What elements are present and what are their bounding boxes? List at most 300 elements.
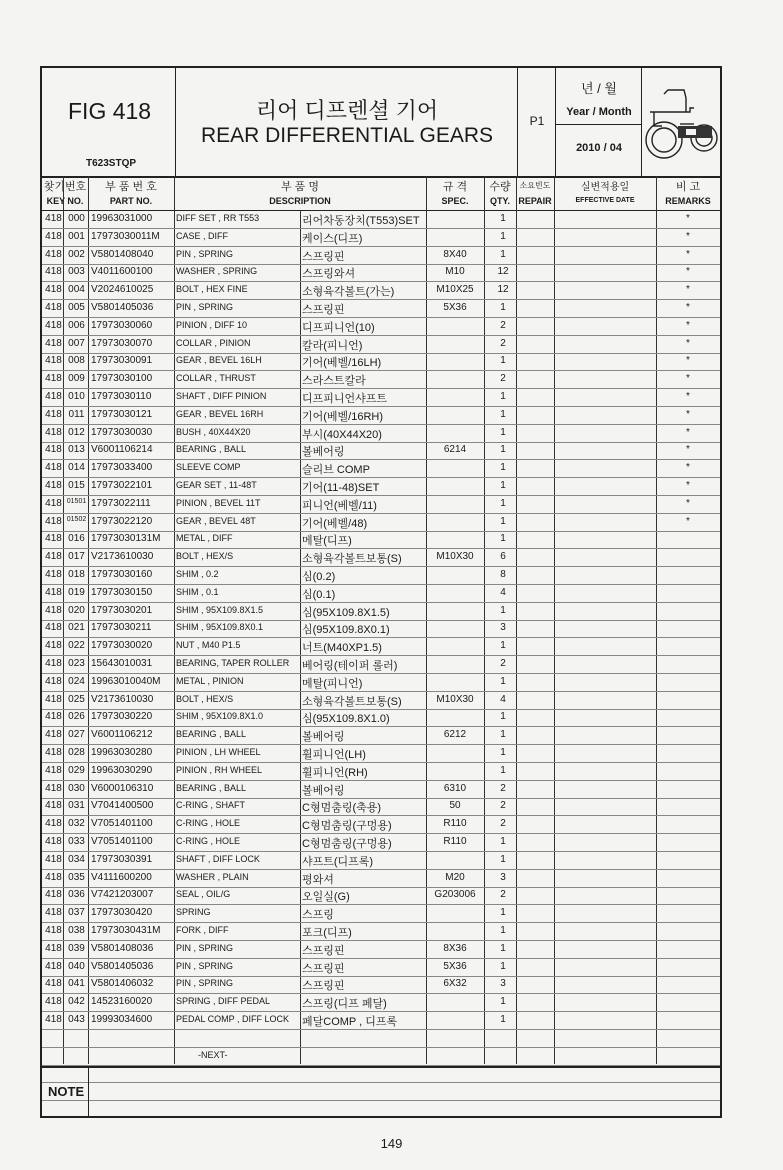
part-number: V7421203007 <box>91 889 154 901</box>
table-row <box>42 441 720 460</box>
quantity: 2 <box>500 373 506 385</box>
key-number: 042 <box>68 996 85 1008</box>
table-row <box>42 263 720 282</box>
description-korean: 페달COMP , 디프록 <box>302 1016 398 1028</box>
table-row <box>42 548 720 567</box>
table-row <box>42 602 720 621</box>
quantity: 12 <box>497 284 509 296</box>
table-row <box>42 424 720 443</box>
key-number: 009 <box>68 373 85 385</box>
key-number: 020 <box>68 604 85 616</box>
description: SPRING <box>176 907 211 918</box>
description: METAL , PINION <box>176 675 244 686</box>
table-row <box>42 477 720 496</box>
key-number: 001 <box>68 230 85 242</box>
key-number: 014 <box>68 462 85 474</box>
key-number: 000 <box>68 213 85 224</box>
key-group: 418 <box>45 230 62 242</box>
description: SPRING , DIFF PEDAL <box>176 996 271 1007</box>
key-number: 018 <box>68 569 85 580</box>
description-korean: 포크(디프) <box>302 927 352 939</box>
description: SHIM , 0.1 <box>176 586 219 597</box>
remarks-header: REMARKS <box>665 196 711 206</box>
part-number: 17973030160 <box>91 569 153 580</box>
key-number: 032 <box>68 818 85 830</box>
note-box <box>42 1066 720 1118</box>
repair-header-ko: 소요빈도 <box>519 181 551 190</box>
description-korean: 오일실(G) <box>302 891 350 904</box>
year-month-korean: 년 / 월 <box>581 81 617 96</box>
description-korean: 스프링핀 <box>302 980 345 993</box>
part-number: V2173610030 <box>91 551 154 563</box>
quantity: 1 <box>500 408 506 420</box>
key-number: 034 <box>68 853 85 865</box>
table-row <box>42 958 720 977</box>
quantity: 1 <box>500 729 506 741</box>
part-number: V5801405036 <box>91 302 154 313</box>
key-number: 039 <box>68 942 85 954</box>
description-korean: 리어차동장치(T553)SET <box>302 215 420 227</box>
remark: * <box>686 213 690 224</box>
key-number: 015 <box>68 480 85 491</box>
key-number: 027 <box>68 729 85 741</box>
quantity: 2 <box>500 337 506 349</box>
table-row <box>42 655 720 674</box>
description-korean: 심(0.1) <box>302 588 336 601</box>
part-number: 17973030201 <box>91 604 153 616</box>
remark: * <box>686 444 690 456</box>
part-number: 19963030290 <box>91 764 153 776</box>
key-group: 418 <box>45 853 62 865</box>
description: CASE , DIFF <box>176 230 229 241</box>
part-number: 19963031000 <box>91 213 153 224</box>
part-number: V7051401100 <box>91 818 153 830</box>
part-number: 17973022120 <box>91 515 153 527</box>
description-korean: 스프링와셔 <box>302 268 356 281</box>
spec: M10 <box>445 266 465 278</box>
part-number: V5801406032 <box>91 978 154 990</box>
key-number: 007 <box>68 337 85 349</box>
description: BOLT , HEX FINE <box>176 284 248 295</box>
table-row <box>42 851 720 870</box>
remark: * <box>686 480 690 491</box>
quantity: 1 <box>500 675 506 687</box>
key-number: 036 <box>68 889 85 901</box>
empty-row <box>42 1029 720 1048</box>
part-number: V7041400500 <box>91 800 154 812</box>
description-korean: 기어(베벨/48) <box>302 517 368 530</box>
description: COLLAR , PINION <box>176 337 251 348</box>
quantity: 3 <box>500 978 506 990</box>
remark: * <box>686 230 690 242</box>
empty-row <box>42 1047 720 1066</box>
key-group: 418 <box>45 622 62 634</box>
quantity: 1 <box>500 1014 506 1025</box>
key-group: 418 <box>45 302 62 313</box>
quantity: 2 <box>500 658 506 669</box>
key-group: 418 <box>45 675 62 687</box>
spec: M10X25 <box>436 284 474 296</box>
table-row <box>42 246 720 265</box>
sheet-header <box>42 68 720 178</box>
page-reference: P1 <box>529 114 545 128</box>
description-korean: 스프링핀 <box>302 304 345 316</box>
part-number: 17973033400 <box>91 462 153 474</box>
key-header: KEY NO. <box>46 196 84 206</box>
part-number: 14523160020 <box>91 996 153 1008</box>
quantity: 1 <box>500 960 506 972</box>
key-number: 030 <box>68 782 85 794</box>
description: BEARING , BALL <box>176 444 247 455</box>
description-korean: C형멈춤링(구멍용) <box>302 838 392 850</box>
spec: G203006 <box>434 889 476 901</box>
part-number: 17973030060 <box>91 319 153 331</box>
part-number: 15643010031 <box>91 658 153 669</box>
key-number: 022 <box>68 640 85 652</box>
quantity: 1 <box>500 836 506 847</box>
spec: 6X32 <box>443 978 467 990</box>
description: COLLAR , THRUST <box>176 373 256 384</box>
key-number: 031 <box>68 800 85 812</box>
part-number: 17973030150 <box>91 586 153 598</box>
key-group: 418 <box>45 480 62 491</box>
description: METAL , DIFF <box>176 533 233 544</box>
quantity: 1 <box>500 853 506 865</box>
remark: * <box>686 373 690 385</box>
key-group: 418 <box>45 319 62 331</box>
spec: 8X36 <box>443 942 467 954</box>
key-number: 021 <box>68 622 85 634</box>
description-korean: 심(0.2) <box>302 571 336 583</box>
quantity: 1 <box>500 942 506 954</box>
description: SHAFT , DIFF PINION <box>176 391 267 401</box>
remarks-header-ko: 비 고 <box>675 181 701 193</box>
spec-header: SPEC. <box>441 196 469 206</box>
description-korean: 스프링 <box>302 909 334 922</box>
key-group: 418 <box>45 658 62 669</box>
table-row <box>42 833 720 852</box>
part-number: V6000106310 <box>91 782 154 794</box>
key-number: 023 <box>68 658 85 669</box>
description-korean: 기어(베벨/16LH) <box>302 357 382 370</box>
description-korean: 소형육각볼트보통(S) <box>302 553 402 566</box>
remark: * <box>686 391 690 402</box>
quantity: 1 <box>500 462 506 474</box>
key-group: 418 <box>45 391 62 402</box>
quantity: 2 <box>500 319 506 331</box>
description-korean: 볼베어링 <box>302 731 345 744</box>
quantity: 1 <box>500 426 506 438</box>
table-row <box>42 726 720 745</box>
part-number: V4011600100 <box>91 266 153 278</box>
key-number: 003 <box>68 266 85 278</box>
key-group: 418 <box>45 533 62 545</box>
model-code: T623STQP <box>86 158 137 169</box>
key-number: 037 <box>68 907 85 919</box>
part-number: 17973030391 <box>91 853 153 865</box>
description: BEARING , BALL <box>176 729 247 740</box>
spec: 5X36 <box>443 302 467 313</box>
table-row <box>42 459 720 478</box>
part-number: 19963030280 <box>91 747 153 758</box>
key-group: 418 <box>45 355 62 367</box>
key-group: 418 <box>45 800 62 812</box>
part-number: 17973030070 <box>91 337 153 349</box>
remark: * <box>686 266 690 278</box>
description: FORK , DIFF <box>176 925 229 935</box>
key-number: 01501 <box>66 497 87 505</box>
spec: 50 <box>449 800 461 812</box>
quantity: 1 <box>500 248 506 260</box>
table-row <box>42 352 720 371</box>
figure-number: FIG 418 <box>68 98 152 124</box>
description: PINION , RH WHEEL <box>176 764 263 775</box>
table-row <box>42 673 720 692</box>
part-number: 19993034600 <box>91 1014 153 1025</box>
quantity: 1 <box>500 604 506 616</box>
spec: M10X30 <box>436 693 474 705</box>
spec: 8X40 <box>443 248 467 260</box>
key-group: 418 <box>45 693 62 705</box>
description-korean: 스프링핀 <box>302 962 345 975</box>
description: C-RING , HOLE <box>176 836 241 846</box>
description: PIN , SPRING <box>176 302 234 312</box>
table-row <box>42 228 720 247</box>
description-korean: 메탈(디프) <box>302 535 352 548</box>
spec: R110 <box>443 818 467 830</box>
part-number: V2173610030 <box>91 693 154 705</box>
table-row <box>42 797 720 816</box>
quantity: 6 <box>500 551 506 563</box>
spec: 6214 <box>443 444 467 456</box>
key-group: 418 <box>45 871 62 883</box>
quantity: 8 <box>500 569 506 580</box>
description-korean: 케이스(디프) <box>302 232 363 245</box>
table-row <box>42 780 720 799</box>
key-group: 418 <box>45 711 62 723</box>
quantity: 1 <box>500 515 506 527</box>
part-number: 17973030131M <box>91 533 161 545</box>
table-row <box>42 975 720 994</box>
key-number: 038 <box>68 925 85 936</box>
quantity: 1 <box>500 907 506 919</box>
key-group: 418 <box>45 266 62 278</box>
column-headers <box>42 176 720 211</box>
part-number: 17973030011M <box>91 230 160 242</box>
part-number: 17973030100 <box>91 373 153 385</box>
description: GEAR , BEVEL 16LH <box>176 355 262 366</box>
repair-header: REPAIR <box>518 196 552 206</box>
spec: M20 <box>445 871 465 883</box>
qty-header-ko: 수량 <box>489 181 511 193</box>
part-number: V5801408040 <box>91 248 154 260</box>
description-korean: 스프링핀 <box>302 944 345 957</box>
description-korean: 심(95X109.8X1.0) <box>302 713 390 726</box>
part-header: PART NO. <box>109 196 153 206</box>
description: GEAR , BEVEL 16RH <box>176 408 264 419</box>
key-group: 418 <box>45 942 62 954</box>
key-group: 418 <box>45 604 62 616</box>
desc-header-ko: 부 품 명 <box>281 181 319 193</box>
quantity: 3 <box>500 622 506 634</box>
table-row <box>42 922 720 941</box>
table-row <box>42 815 720 834</box>
key-group: 418 <box>45 373 62 385</box>
quantity: 1 <box>500 764 506 776</box>
key-number: 016 <box>68 533 85 545</box>
table-row <box>42 335 720 354</box>
remark: * <box>686 302 690 313</box>
key-group: 418 <box>45 782 62 794</box>
spec: R110 <box>443 836 467 847</box>
quantity: 1 <box>500 355 506 367</box>
table-row <box>42 317 720 336</box>
table-row <box>42 940 720 959</box>
description: PIN , SPRING <box>176 942 234 953</box>
remark: * <box>686 497 690 509</box>
description-korean: 볼베어링 <box>302 784 345 797</box>
table-row <box>42 495 720 514</box>
description-korean: 심(95X109.8X0.1) <box>302 624 390 637</box>
key-number: 011 <box>68 408 85 420</box>
key-group: 418 <box>45 1014 62 1025</box>
description-korean: C형멈춤링(구멍용) <box>302 820 392 833</box>
key-group: 418 <box>45 408 62 420</box>
part-number: 17973030091 <box>91 355 153 367</box>
description-korean: 너트(M40XP1.5) <box>302 642 382 655</box>
description-korean: 피니언(베벨/11) <box>302 499 377 512</box>
part-number: 17973030211 <box>91 622 152 634</box>
description-korean: 소형육각볼트보통(S) <box>302 695 402 708</box>
description-korean: 기어(베벨/16RH) <box>302 410 384 423</box>
table-row <box>42 744 720 763</box>
revision-date: 2010 / 04 <box>576 142 622 154</box>
part-number: V2024610025 <box>91 284 154 296</box>
year-month-label: Year / Month <box>566 106 632 118</box>
key-group: 418 <box>45 889 62 901</box>
quantity: 1 <box>500 230 506 242</box>
key-number: 033 <box>68 836 85 847</box>
part-header-ko: 부 품 번 호 <box>105 181 157 193</box>
key-group: 418 <box>45 444 62 456</box>
description: SHAFT , DIFF LOCK <box>176 853 260 864</box>
table-row <box>42 566 720 585</box>
key-number: 029 <box>68 764 85 776</box>
description-korean: 스라스트칼라 <box>302 375 366 388</box>
part-number: 19963010040M <box>91 675 161 687</box>
quantity: 2 <box>500 782 506 794</box>
description: SLEEVE COMP <box>176 462 241 473</box>
quantity: 12 <box>497 266 509 278</box>
description-korean: 스프링핀 <box>302 250 345 263</box>
key-number: 024 <box>68 675 85 687</box>
part-number: 17973030110 <box>91 391 152 402</box>
table-row <box>42 406 720 425</box>
quantity: 1 <box>500 640 506 652</box>
key-number: 017 <box>68 551 85 563</box>
quantity: 1 <box>500 497 506 509</box>
key-number: 043 <box>68 1014 85 1025</box>
qty-header: QTY. <box>489 196 510 206</box>
table-row <box>42 708 720 727</box>
description-korean: 슬리브 COMP <box>302 464 370 477</box>
spec: 6212 <box>443 729 467 741</box>
table-row <box>42 388 720 407</box>
remark: * <box>686 355 690 367</box>
quantity: 1 <box>500 391 506 402</box>
part-number: 17973030020 <box>91 640 153 652</box>
key-group: 418 <box>45 462 62 474</box>
table-row <box>42 886 720 905</box>
key-group: 418 <box>45 836 62 847</box>
title-english: REAR DIFFERENTIAL GEARS <box>200 124 494 147</box>
description: SHIM , 0.2 <box>176 569 219 579</box>
table-row <box>42 1011 720 1030</box>
key-number: 025 <box>68 693 85 705</box>
description-korean: C형멈춤링(축용) <box>302 802 382 815</box>
description: BOLT , HEX/S <box>176 693 234 704</box>
key-group: 418 <box>45 337 62 349</box>
key-number: 019 <box>68 586 85 598</box>
title-korean: 리어 디프렌셜 기어 <box>255 98 439 123</box>
effective-header-ko: 실변적용일 <box>580 182 630 193</box>
remark: * <box>686 284 690 296</box>
quantity: 3 <box>500 871 506 883</box>
quantity: 4 <box>500 693 506 705</box>
key-group: 418 <box>45 925 62 936</box>
table-row <box>42 299 720 318</box>
key-number: 028 <box>68 747 85 758</box>
description-korean: 디프피니언샤프트 <box>302 393 388 405</box>
part-number: V6001106212 <box>91 729 153 741</box>
key-group: 418 <box>45 284 62 296</box>
part-number: 17973030121 <box>91 408 153 420</box>
description: BOLT , HEX/S <box>176 551 234 562</box>
description: BEARING , BALL <box>176 782 247 793</box>
tractor-icon <box>642 68 720 176</box>
description: SHIM , 95X109.8X1.0 <box>176 711 264 722</box>
table-row <box>42 210 720 229</box>
key-group: 418 <box>45 213 62 224</box>
part-number: 17973030420 <box>91 907 153 919</box>
next-marker: -NEXT- <box>198 1050 228 1060</box>
description-korean: 소형육각볼트(가는) <box>302 286 395 299</box>
table-row <box>42 762 720 781</box>
remark: * <box>686 248 690 260</box>
remark: * <box>686 337 690 349</box>
key-number: 008 <box>68 355 85 367</box>
description-korean: 칼라(피니언) <box>302 339 363 352</box>
quantity: 1 <box>500 533 506 545</box>
key-number: 035 <box>68 871 85 883</box>
description-korean: 평와셔 <box>302 873 334 886</box>
table-row <box>42 637 720 656</box>
table-row <box>42 869 720 888</box>
table-row <box>42 584 720 603</box>
description-korean: 스프링(디프 페달) <box>302 998 387 1011</box>
description-korean: 샤프트(디프록) <box>302 855 374 868</box>
description: SEAL , OIL/G <box>176 889 231 900</box>
description: PIN , SPRING <box>176 978 234 989</box>
description: PINION , DIFF 10 <box>176 319 248 330</box>
table-row <box>42 619 720 638</box>
parts-sheet <box>40 66 722 1118</box>
table-row <box>42 530 720 549</box>
table-row <box>42 691 720 710</box>
description-korean: 디프피니언(10) <box>302 321 375 334</box>
quantity: 1 <box>500 925 506 936</box>
key-number: 006 <box>68 319 85 331</box>
